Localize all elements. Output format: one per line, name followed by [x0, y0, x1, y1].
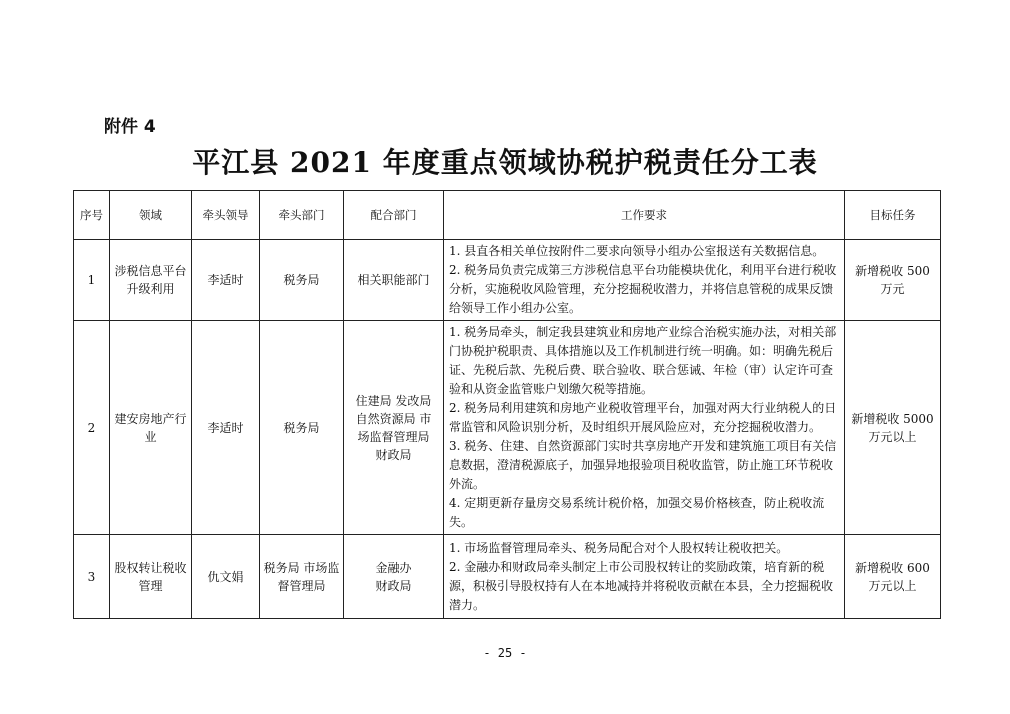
row-no: 2 [74, 321, 110, 535]
requirement-item: 1. 市场监督管理局牵头、税务局配合对个人股权转让税收把关。 [449, 540, 789, 555]
requirement-item: 4. 定期更新存量房交易系统计税价格，加强交易价格核查，防止税收流失。 [449, 496, 825, 529]
requirement-item: 2. 税务局负责完成第三方涉税信息平台功能模块优化，利用平台进行税收分析，实施税收风险管理，充分挖掘税收潜力，并将信息管税的成果反馈给领导工作小组办公室。 [449, 263, 837, 315]
row-field: 建安房地产行业 [110, 321, 192, 535]
table-row [74, 535, 941, 619]
row-coop-dept: 相关职能部门 [344, 240, 444, 321]
header-requirements: 工作要求 [444, 191, 845, 240]
row-no: 3 [74, 535, 110, 619]
table-header-row [74, 191, 941, 240]
requirement-item: 1. 县直各相关单位按附件二要求向领导小组办公室报送有关数据信息。 [449, 244, 825, 258]
page-number: - 25 - [483, 646, 527, 660]
row-no: 1 [74, 240, 110, 321]
requirement-item: 2. 税务局利用建筑和房地产业税收管理平台，加强对两大行业纳税人的日常监管和风险识别分析，及时组织开展风险应对，充分挖掘税收潜力。 [449, 401, 837, 434]
row-field: 涉税信息平台升级利用 [110, 240, 192, 321]
document-title: 平江县 2021 年度重点领域协税护税责任分工表 [192, 146, 818, 179]
row-lead-dept: 税务局 [260, 240, 344, 321]
header-lead-dept: 牵头部门 [260, 191, 344, 240]
row-requirements [444, 321, 845, 535]
header-no: 序号 [74, 191, 110, 240]
row-field: 股权转让税收管理 [110, 535, 192, 619]
row-leader: 仇文娟 [192, 535, 260, 619]
row-coop-dept: 住建局 发改局 自然资源局 市场监督管理局 财政局 [344, 321, 444, 535]
requirement-item: 1. 税务局牵头，制定我县建筑业和房地产业综合治税实施办法，对相关部门协税护税职责、具体措施以及工作机制进行统一明确。如：明确先税后证、先税后款、先税后费、联合验收、联合惩诫、年检（审）认定许可查验和从资金监管账户划缴欠税等措施。 [449, 325, 837, 396]
table-row [74, 321, 941, 535]
row-coop-dept: 金融办 财政局 [344, 535, 444, 619]
attachment-label: 附件 4 [104, 117, 156, 137]
row-target: 新增税收 600 万元以上 [845, 535, 941, 619]
row-leader: 李适时 [192, 321, 260, 535]
requirement-item: 2. 金融办和财政局牵头制定上市公司股权转让的奖励政策，培育新的税源，积极引导股权持有人在本地减持并将税收贡献在本县，全力挖掘税收潜力。 [449, 559, 834, 612]
header-coop-dept: 配合部门 [344, 191, 444, 240]
responsibility-table [73, 190, 941, 619]
header-leader: 牵头领导 [192, 191, 260, 240]
row-leader: 李适时 [192, 240, 260, 321]
requirement-item: 3. 税务、住建、自然资源部门实时共享房地产开发和建筑施工项目有关信息数据，澄清税源底子，加强异地报验项目税收监管，防止施工环节税收外流。 [449, 439, 837, 491]
row-requirements [444, 240, 845, 321]
row-target: 新增税收 5000 万元以上 [845, 321, 941, 535]
row-lead-dept: 税务局 市场监督管理局 [260, 535, 344, 619]
header-target: 目标任务 [845, 191, 941, 240]
row-requirements [444, 535, 845, 619]
header-field: 领域 [110, 191, 192, 240]
table-row [74, 240, 941, 321]
row-target: 新增税收 500 万元 [845, 240, 941, 321]
row-lead-dept: 税务局 [260, 321, 344, 535]
